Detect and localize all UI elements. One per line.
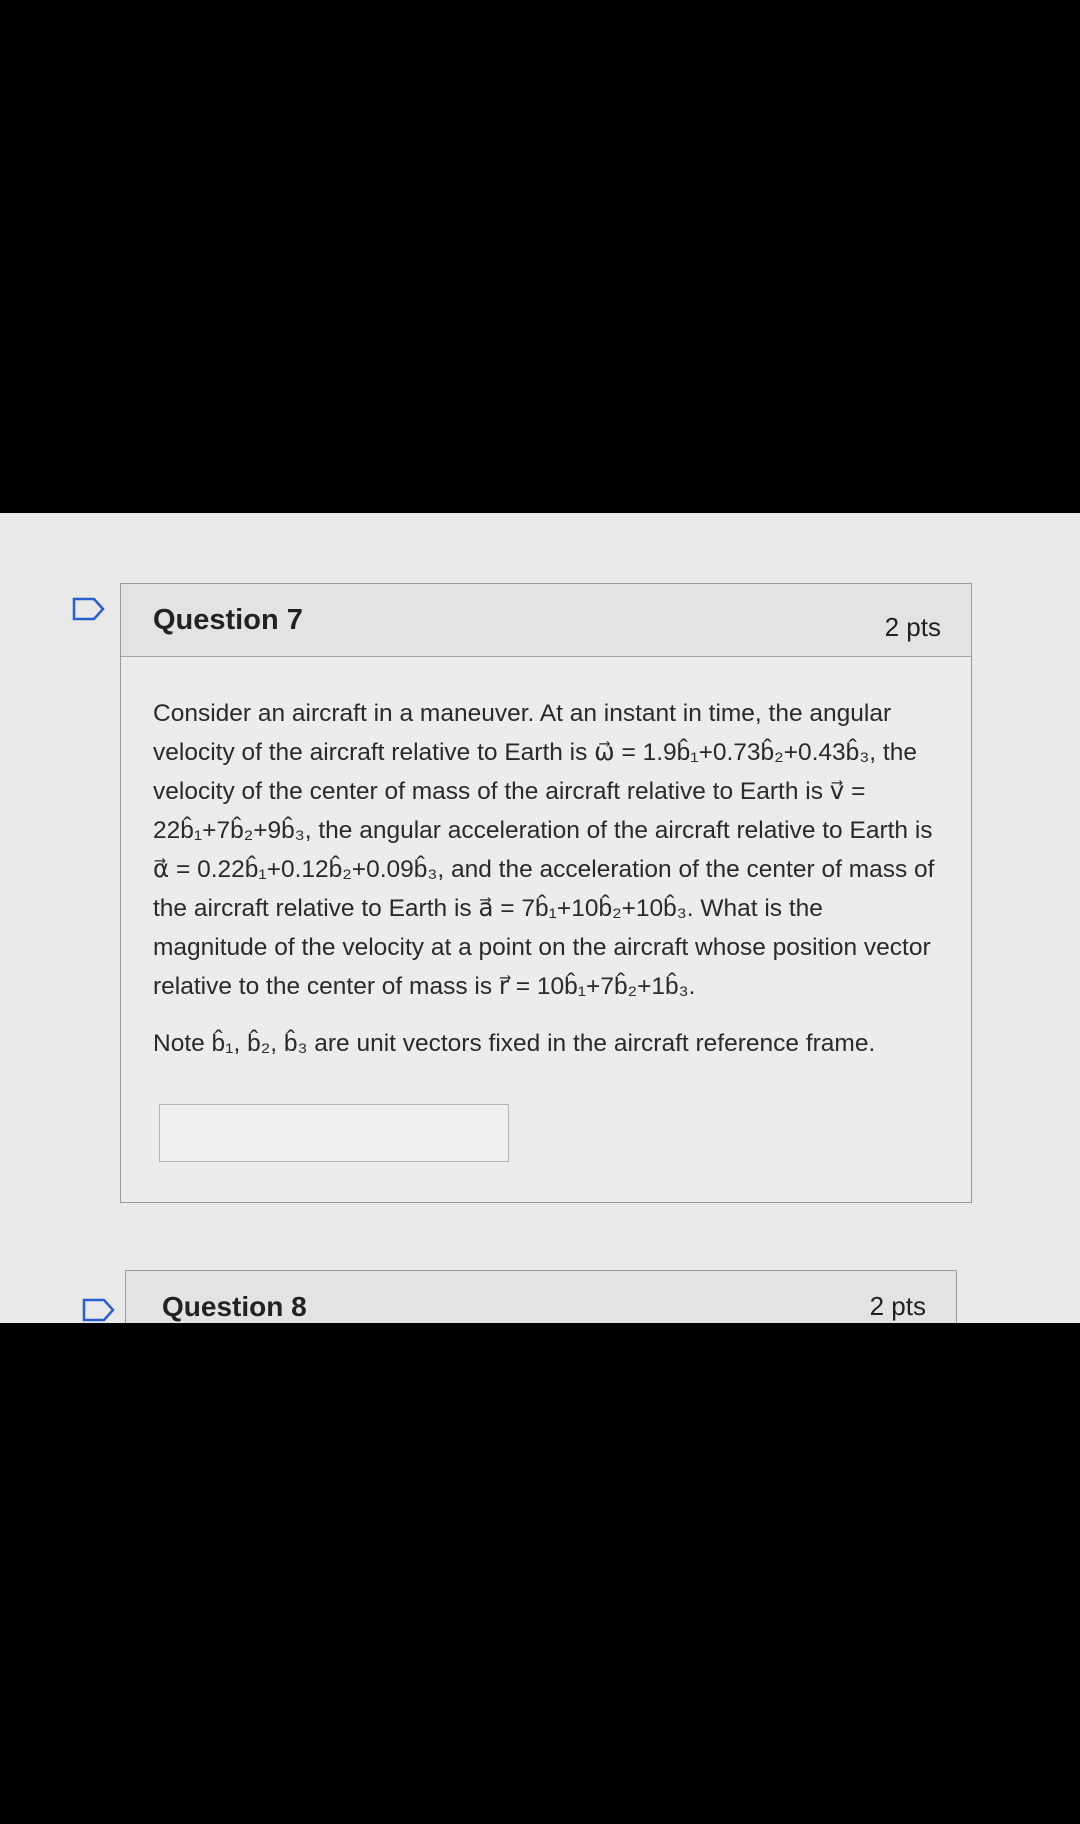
question-text [153, 694, 943, 1063]
question-card [125, 1270, 957, 1323]
flag-question-icon[interactable] [72, 597, 106, 621]
question-card [120, 583, 972, 1203]
answer-input[interactable] [159, 1104, 509, 1162]
question-title: Question 8 [162, 1291, 307, 1322]
question-points: 2 pts [869, 1291, 926, 1321]
question-title: Question 7 [153, 604, 303, 636]
question-note: Note b̂₁, b̂₂, b̂₃ are unit vectors fixed in the aircraft reference frame. [153, 1030, 876, 1057]
question-header [121, 584, 971, 657]
question-points: 2 pts [884, 612, 941, 642]
flag-question-icon[interactable] [82, 1298, 116, 1322]
question-prompt: Consider an aircraft in a maneuver. At an instant in time, the angular velocity of the aircraft relative to Earth is ω⃗ = 1.9b̂₁+0.73b̂₂+0.43b̂₃, the velocity of the center of mass of the aircraft relative to Earth is v⃗ = 22b̂₁+7b̂₂+9b̂₃, the angular acceleration of the aircraft relative to Earth is α⃗ = 0.22b̂₁+0.12b̂₂+0.09b̂₃, and the acceleration of the center of mass of the aircraft relative to Earth is a⃗ = 7b̂₁+10b̂₂+10b̂₃. What is the magnitude of the velocity at a point on the aircraft whose position vector relative to the center of mass is r⃗ = 10b̂₁+7b̂₂+1b̂₃. [153, 700, 935, 1000]
quiz-screen [0, 513, 1080, 1323]
